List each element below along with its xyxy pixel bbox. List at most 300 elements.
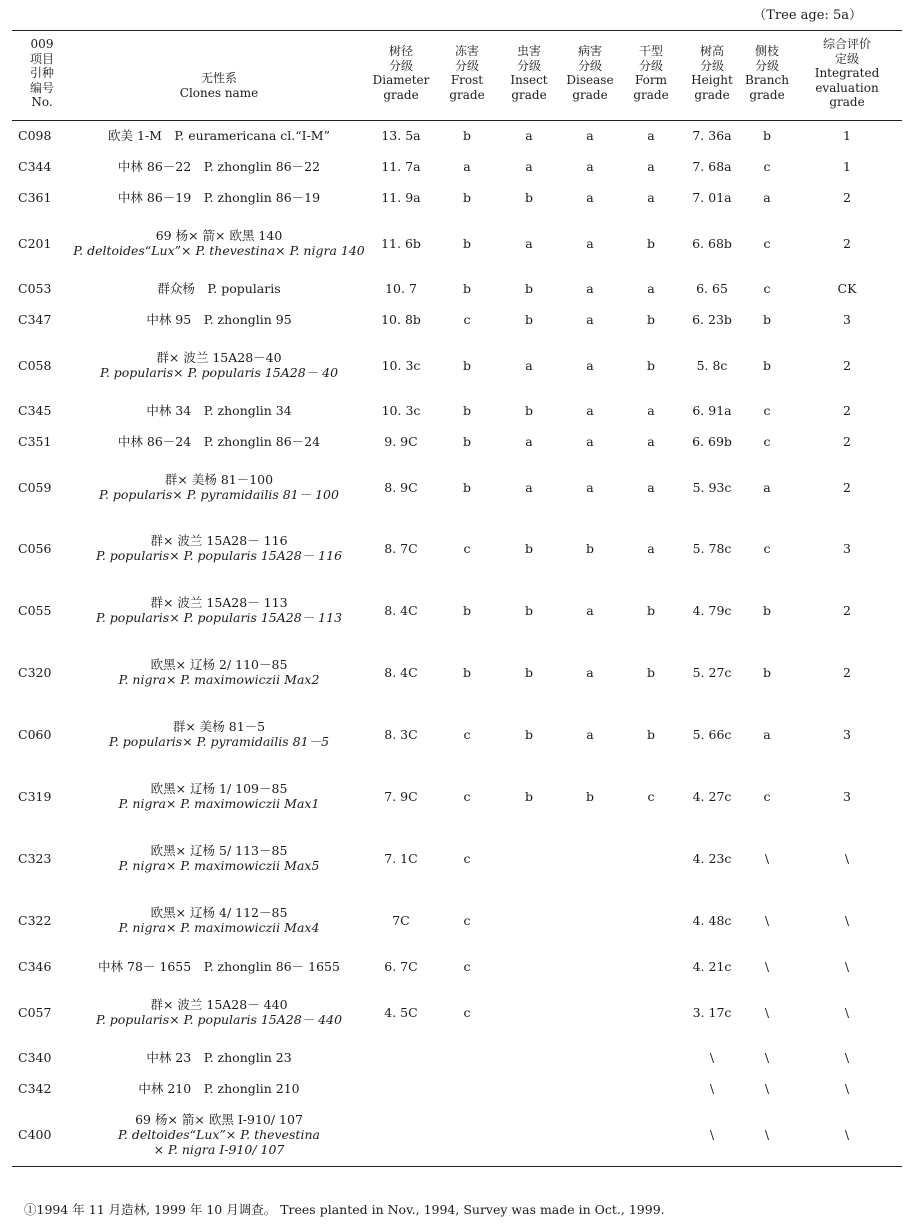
table-row [12,182,902,213]
cell-code: C320 [18,664,52,680]
cell-disease [560,1104,620,1166]
header-disease [560,31,620,121]
cell-disease: a [586,726,594,742]
cell-evaluation: 2 [843,602,851,618]
cell-height: 3. 17c [692,1004,732,1020]
cell-clone-name [72,641,366,703]
cell-branch: c [763,434,771,449]
cell-evaluation: 3 [843,726,851,742]
cell-diameter [366,1073,436,1104]
cell-code: C340 [18,1050,52,1065]
cell-height: 5. 93c [692,479,732,495]
cell-branch: \ [764,1050,770,1065]
table-row [12,641,902,703]
table-row [12,151,902,182]
clone-name-line: 69 杨× 箭× 欧黑 I-910/ 107 [135,1112,303,1128]
cell-insect: b [524,726,533,742]
cell-code: C351 [18,434,52,449]
cell-evaluation: 2 [843,235,851,251]
cell-clone-name [72,182,366,213]
clone-name-line: 群× 波兰 15A28－ 116 [150,533,288,548]
cell-form: a [647,128,655,144]
clone-name-line: P. deltoides“Lux”× P. thevestina [118,1127,320,1143]
cell-diameter: 11. 6b [381,235,421,251]
cell-diameter: 7C [392,912,410,928]
table-row [12,304,902,335]
cell-evaluation: 1 [843,159,851,174]
table-row [12,213,902,273]
cell-code: C053 [18,281,52,296]
cell-form: b [646,235,655,251]
cell-height: 5. 8c [696,357,728,373]
header-diameter-line: grade [383,87,419,102]
cell-insect: b [524,540,533,556]
cell-code: C201 [18,235,52,251]
cell-clone-name [72,457,366,517]
cell-form: b [646,664,655,680]
cell-form: a [647,403,655,418]
cell-form: a [647,159,655,174]
header-form-line: grade [633,87,669,102]
cell-evaluation: 2 [843,479,851,495]
cell-diameter: 11. 9a [381,190,421,205]
cell-branch: b [762,128,771,144]
clone-name-line: P. popularis× P. popularis 15A28－ 40 [99,365,339,380]
clone-name-line: 中林 23 P. zhonglin 23 [146,1050,292,1065]
cell-diameter: 8. 7C [384,540,418,556]
header-branch-line: grade [749,87,785,102]
cell-form: a [647,281,655,296]
cell-branch: a [763,190,771,205]
cell-code: C347 [18,312,52,327]
cell-height: 4. 23c [692,850,732,866]
clone-name-line: P. popularis× P. popularis 15A28－ 440 [95,1012,343,1027]
table-row [12,273,902,304]
table-row [12,1104,902,1166]
header-insect-line: grade [511,87,547,102]
cell-clone-name [72,765,366,827]
cell-frost: c [463,959,471,974]
cell-evaluation: 2 [843,190,851,205]
cell-frost [436,1042,498,1073]
clone-name-line: P. popularis× P. pyramidailis 81－ 100 [99,487,339,502]
cell-insect [498,1104,560,1166]
cell-branch: c [763,788,771,804]
clone-name-line: P. nigra× P. maximowiczii Max5 [118,858,320,873]
cell-insect: b [524,788,533,804]
cell-disease: a [586,479,594,495]
cell-disease: a [586,357,594,373]
cell-branch: c [763,540,771,556]
cell-code: C323 [18,850,52,866]
cell-frost: b [462,664,471,680]
cell-form: a [647,190,655,205]
table-row [12,765,902,827]
cell-branch: \ [764,959,770,974]
header-insect-line: Insect [510,73,548,88]
header-height-line: 分级 [699,58,724,73]
cell-disease: a [586,403,594,418]
cell-insect: a [525,479,533,495]
cell-evaluation: CK [837,281,857,296]
cell-disease: a [586,434,594,449]
cell-branch: b [762,357,771,373]
cell-diameter [366,1104,436,1166]
cell-frost: b [462,190,471,205]
cell-disease: a [586,190,594,205]
cell-disease [560,889,620,951]
clone-name-line: 69 杨× 箭× 欧黑 140 [155,228,283,243]
cell-frost: b [462,602,471,618]
cell-diameter: 6. 7C [384,959,418,974]
header-height-line: Height [691,73,733,88]
cell-frost: b [462,403,471,418]
cell-frost: b [462,479,471,495]
cell-clone-name [72,517,366,579]
cell-branch: a [763,479,771,495]
clone-name-line: × P. nigra I-910/ 107 [153,1142,285,1158]
cell-branch: b [762,602,771,618]
cell-height: 6. 23b [692,312,732,327]
table-row [12,517,902,579]
cell-insect [498,1073,560,1104]
cell-code: C098 [18,128,52,144]
cell-disease [560,982,620,1042]
cell-frost: c [463,850,471,866]
header-evaluation [792,31,902,121]
clone-name-line: 中林 34 P. zhonglin 34 [146,403,292,418]
header-name-line: 无性系 [200,71,237,85]
cell-disease [560,951,620,982]
cell-clone-name [72,335,366,395]
cell-code: C058 [18,357,52,373]
header-diameter-line: Diameter [372,73,430,88]
cell-insect [498,1042,560,1073]
header-code-line: 009 [30,37,54,51]
cell-disease [560,1042,620,1073]
cell-form: b [646,357,655,373]
cell-clone-name [72,703,366,765]
cell-frost: c [463,540,471,556]
cell-diameter: 11. 7a [381,159,421,174]
cell-clone-name [72,1104,366,1166]
cell-frost: c [463,912,471,928]
cell-code: C322 [18,912,52,928]
cell-clone-name [72,889,366,951]
cell-height: 4. 21c [692,959,732,974]
cell-frost: b [462,357,471,373]
cell-evaluation: \ [844,912,850,928]
cell-diameter: 10. 3c [381,357,421,373]
clone-name-line: 群× 美杨 81－5 [172,719,266,734]
cell-clone-name [72,120,366,151]
clone-grade-table [12,30,902,1167]
cell-branch: c [763,281,771,296]
cell-code: C057 [18,1004,52,1020]
header-evaluation-line: 定级 [834,51,859,66]
header-form [620,31,682,121]
table-row [12,951,902,982]
cell-diameter: 13. 5a [381,128,421,144]
cell-branch: c [763,159,771,174]
cell-disease: a [586,664,594,680]
cell-code: C060 [18,726,52,742]
cell-evaluation: 2 [843,434,851,449]
table-header-row [12,31,902,121]
cell-diameter: 4. 5C [384,1004,418,1020]
cell-disease: b [585,788,594,804]
cell-evaluation: 3 [843,788,851,804]
cell-clone-name [72,273,366,304]
cell-diameter: 10. 3c [381,403,421,418]
header-form-line: 分级 [638,58,663,73]
cell-form: b [646,726,655,742]
cell-disease: a [586,128,594,144]
cell-evaluation: \ [844,1050,850,1065]
cell-form [620,951,682,982]
cell-frost [436,1073,498,1104]
cell-branch: b [762,312,771,327]
table-row [12,457,902,517]
cell-branch: b [762,664,771,680]
cell-clone-name [72,395,366,426]
cell-clone-name [72,1073,366,1104]
cell-evaluation: 1 [843,128,851,144]
cell-height: 6. 69b [692,434,732,449]
clone-name-line: 欧黑× 辽杨 4/ 112－85 [150,905,288,920]
cell-code: C342 [18,1081,52,1096]
header-frost [436,31,498,121]
cell-diameter [366,1042,436,1073]
header-code-line: 编号 [29,80,54,95]
clone-name-line: P. deltoides“Lux”× P. thevestina× P. nigra 140 [73,243,365,258]
table-row [12,827,902,889]
cell-clone-name [72,1042,366,1073]
cell-diameter: 7. 1C [384,850,418,866]
cell-insect [498,889,560,951]
cell-evaluation: 3 [843,312,851,327]
clone-name-line: P. nigra× P. maximowiczii Max1 [118,796,320,811]
cell-branch: \ [764,850,770,866]
cell-insect [498,827,560,889]
cell-diameter: 8. 9C [384,479,418,495]
header-evaluation-line: Integrated [814,66,880,80]
cell-disease: a [586,159,594,174]
header-diameter-line: 分级 [388,58,413,73]
cell-code: C345 [18,403,52,418]
cell-diameter: 7. 9C [384,788,418,804]
cell-form: a [647,479,655,495]
clone-grade-table-wrap [12,30,880,1167]
cell-height: 7. 01a [692,190,732,205]
cell-branch: c [763,403,771,418]
footnote: ①1994 年 11 月造林, 1999 年 10 月调查。 Trees planted in Nov., 1994, Survey was made in Oct., 1999. [24,1202,665,1217]
cell-disease [560,1073,620,1104]
cell-form [620,1042,682,1073]
cell-insect: b [524,664,533,680]
header-disease-line: 分级 [577,58,602,73]
header-frost-line: 分级 [454,58,479,73]
header-code [12,31,72,121]
clone-name-line: 群× 波兰 15A28－40 [156,350,282,365]
clone-name-line: 中林 86－19 P. zhonglin 86－19 [117,190,321,205]
table-row [12,335,902,395]
clone-name-line: 群众杨 P. popularis [157,281,281,296]
cell-code: C056 [18,540,52,556]
table-body [12,120,902,1166]
clone-name-line: 中林 95 P. zhonglin 95 [146,312,292,327]
cell-clone-name [72,304,366,335]
cell-branch: \ [764,912,770,928]
table-row [12,889,902,951]
header-frost-line: Frost [450,73,484,88]
cell-height: 4. 79c [692,602,732,618]
cell-branch: \ [764,1081,770,1096]
cell-insect: b [524,602,533,618]
clone-name-line: 群× 美杨 81－100 [164,472,274,487]
header-insect-line: 分级 [516,58,541,73]
cell-code: C319 [18,788,52,804]
cell-height: 6. 65 [696,281,728,296]
clone-name-line: P. nigra× P. maximowiczii Max2 [118,672,320,687]
cell-frost: b [462,128,471,144]
cell-insect: b [524,190,533,205]
header-disease-line: Disease [566,73,614,88]
header-insect-line: 虫害 [516,44,541,59]
cell-disease [560,827,620,889]
cell-insect: a [525,159,533,174]
table-row [12,579,902,641]
header-branch [742,31,792,121]
cell-height: \ [709,1081,715,1096]
header-branch-line: Branch [745,73,789,88]
clone-name-line: P. popularis× P. popularis 15A28－ 113 [95,610,343,625]
cell-branch: \ [764,1004,770,1020]
cell-frost: c [463,726,471,742]
table-row [12,120,902,151]
header-evaluation-line: grade [829,95,865,109]
header-frost-line: 冻害 [454,44,479,59]
clone-name-line: 中林 78－ 1655 P. zhonglin 86－ 1655 [98,959,340,974]
cell-evaluation: \ [844,959,850,974]
cell-clone-name [72,827,366,889]
cell-form: c [647,788,655,804]
cell-evaluation: \ [844,1127,850,1143]
cell-insect: a [525,235,533,251]
cell-clone-name [72,951,366,982]
cell-form [620,1073,682,1104]
cell-disease: a [586,281,594,296]
cell-diameter: 10. 7 [385,281,417,296]
cell-evaluation: 2 [843,357,851,373]
cell-clone-name [72,213,366,273]
cell-insect [498,951,560,982]
header-diameter-line: 树径 [388,44,413,59]
cell-insect: b [524,403,533,418]
clone-name-line: P. popularis× P. pyramidailis 81－5 [108,734,330,749]
cell-disease: a [586,235,594,251]
cell-height: 6. 91a [692,403,732,418]
cell-frost: c [463,312,471,327]
cell-insect: a [525,128,533,144]
cell-diameter: 8. 3C [384,726,418,742]
cell-height: 5. 66c [692,726,732,742]
cell-disease: b [585,540,594,556]
table-row [12,395,902,426]
cell-height: 5. 78c [692,540,732,556]
cell-frost: b [462,434,471,449]
header-branch-line: 侧枝 [754,44,779,59]
cell-insect: b [524,281,533,296]
clone-name-line: 欧黑× 辽杨 5/ 113－85 [150,843,288,858]
cell-form: a [647,540,655,556]
cell-frost: c [463,1004,471,1020]
clone-name-line: P. nigra× P. maximowiczii Max4 [118,920,320,935]
cell-clone-name [72,151,366,182]
cell-evaluation: \ [844,1081,850,1096]
cell-height: 4. 27c [692,788,732,804]
cell-clone-name [72,579,366,641]
header-disease-line: grade [572,87,608,102]
table-row [12,426,902,457]
cell-evaluation: 3 [843,540,851,556]
cell-frost: a [463,159,471,174]
cell-insect: a [525,357,533,373]
cell-height: 5. 27c [692,664,732,680]
clone-name-line: 欧黑× 辽杨 1/ 109－85 [150,781,288,796]
cell-frost: b [462,281,471,296]
tree-age-note: （Tree age: 5a） [753,8,862,23]
cell-form: a [647,434,655,449]
clone-name-line: 中林 210 P. zhonglin 210 [138,1081,300,1096]
clone-name-line: P. popularis× P. popularis 15A28－ 116 [95,548,343,563]
cell-diameter: 9. 9C [384,434,418,449]
header-height [682,31,742,121]
cell-height: 7. 36a [692,128,732,144]
cell-disease: a [586,602,594,618]
header-insect [498,31,560,121]
clone-name-line: 群× 波兰 15A28－ 113 [150,595,288,610]
cell-diameter: 8. 4C [384,602,418,618]
cell-evaluation: 2 [843,403,851,418]
cell-clone-name [72,426,366,457]
cell-height: \ [709,1050,715,1065]
header-evaluation-line: 综合评价 [822,37,871,51]
cell-diameter: 10. 8b [381,312,421,327]
cell-code: C400 [18,1127,52,1143]
header-name [72,31,366,121]
cell-insect: a [525,434,533,449]
cell-disease: a [586,312,594,327]
cell-frost: b [462,235,471,251]
cell-height: \ [709,1127,715,1143]
table-row [12,982,902,1042]
cell-form [620,982,682,1042]
cell-code: C361 [18,190,52,205]
clone-name-line: 中林 86－24 P. zhonglin 86－24 [117,434,321,449]
cell-form [620,1104,682,1166]
cell-code: C346 [18,959,52,974]
clone-name-line: 欧美 1-M P. euramericana cl.“I-M” [107,128,330,144]
header-height-line: grade [694,87,730,102]
header-evaluation-line: evaluation [815,80,879,95]
clone-name-line: 中林 86－22 P. zhonglin 86－22 [117,159,321,174]
cell-height: 6. 68b [692,235,732,251]
cell-height: 4. 48c [692,912,732,928]
cell-evaluation: \ [844,1004,850,1020]
clone-name-line: 群× 波兰 15A28－ 440 [150,997,288,1012]
cell-branch: \ [764,1127,770,1143]
